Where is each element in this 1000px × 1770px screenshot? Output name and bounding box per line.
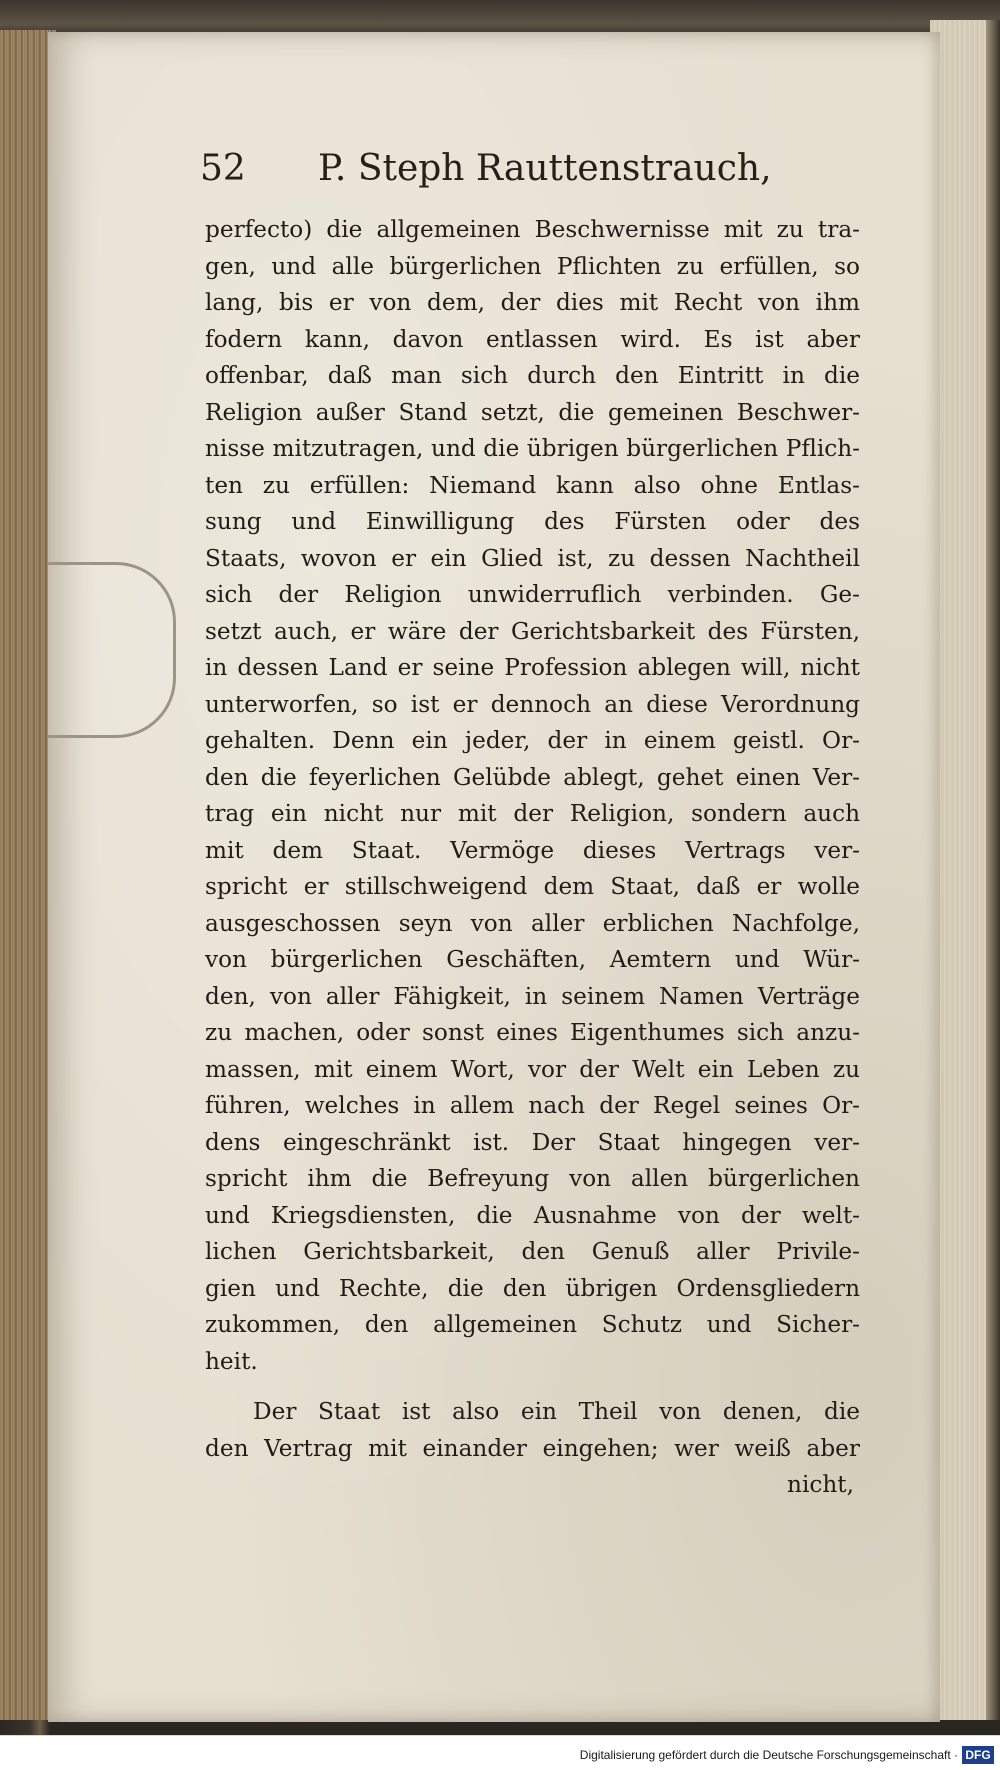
text-line: nisse mitzutragen, und die übrigen bürgerlichen Pflich-: [205, 435, 860, 462]
text-line: gen, und alle bürgerlichen Pflichten zu erfüllen, so: [205, 252, 860, 280]
text-line: den, von aller Fähigkeit, in seinem Namen Verträge: [205, 982, 860, 1010]
book-right-page-stack: [930, 20, 1000, 1720]
text-line: gehalten. Denn ein jeder, der in einem geistl. Or-: [205, 727, 860, 754]
text-line: fodern kann, davon entlassen wird. Es ist aber: [205, 325, 860, 353]
text-line: Religion außer Stand setzt, die gemeinen Beschwer-: [205, 398, 860, 426]
text-line: sung und Einwilligung des Fürsten oder des: [205, 508, 860, 535]
footer-bar: [0, 1735, 1000, 1770]
page-number: 52: [200, 148, 246, 189]
text-line: Staats, wovon er ein Glied ist, zu dessen Nachtheil: [205, 544, 860, 572]
body-text: [205, 212, 860, 1504]
text-line: lichen Gerichtsbarkeit, den Genuß aller Privile-: [205, 1238, 860, 1265]
page-holder-clip: [48, 562, 176, 738]
page-header: [200, 148, 800, 189]
text-line: ausgeschossen seyn von aller erblichen Nachfolge,: [205, 909, 860, 937]
running-title: P. Steph Rauttenstrauch,: [318, 148, 772, 189]
text-line: setzt auch, er wäre der Gerichtsbarkeit des Fürsten,: [205, 617, 860, 645]
text-line: ten zu erfüllen: Niemand kann also ohne Entlas-: [205, 471, 860, 499]
text-line: offenbar, daß man sich durch den Eintritt in die: [205, 362, 860, 389]
text-line: dens eingeschränkt ist. Der Staat hingegen ver-: [205, 1128, 860, 1156]
text-line: massen, mit einem Wort, vor der Welt ein Leben zu: [205, 1055, 860, 1083]
text-line: mit dem Staat. Vermöge dieses Vertrags ver-: [205, 836, 860, 864]
catchword: nicht,: [787, 1471, 854, 1498]
text-line: spricht ihm die Befreyung von allen bürgerlichen: [205, 1165, 860, 1192]
text-line: spricht er stillschweigend dem Staat, daß er wolle: [205, 873, 860, 900]
text-line: heit.: [205, 1347, 258, 1375]
text-line: zu machen, oder sonst eines Eigenthumes sich anzu-: [205, 1019, 860, 1046]
text-line: gien und Rechte, die den übrigen Ordensgliedern: [205, 1274, 860, 1302]
text-line: unterworfen, so ist er dennoch an diese Verordnung: [205, 690, 860, 718]
text-line: und Kriegsdiensten, die Ausnahme von der welt-: [205, 1201, 860, 1229]
paragraph-gap: [205, 1380, 860, 1394]
text-line: perfecto) die allgemeinen Beschwernisse mit zu tra-: [205, 216, 860, 243]
dfg-logo-icon: DFG: [962, 1746, 994, 1764]
text-line: sich der Religion unwiderruflich verbinden. Ge-: [205, 581, 860, 608]
text-line: Der Staat ist also ein Theil von denen, die: [253, 1398, 860, 1425]
text-line: trag ein nicht nur mit der Religion, sondern auch: [205, 800, 860, 827]
text-line: zukommen, den allgemeinen Schutz und Sicher-: [205, 1311, 860, 1338]
text-line: von bürgerlichen Geschäften, Aemtern und Wür-: [205, 946, 860, 973]
text-line: den die feyerlichen Gelübde ablegt, gehet einen Ver-: [205, 763, 860, 791]
text-line: den Vertrag mit einander eingehen; wer weiß aber: [205, 1434, 860, 1462]
text-line: lang, bis er von dem, der dies mit Recht von ihm: [205, 289, 860, 316]
text-line: führen, welches in allem nach der Regel seines Or-: [205, 1092, 860, 1119]
text-line: in dessen Land er seine Profession ablegen will, nicht: [205, 654, 860, 681]
funding-credit: Digitalisierung gefördert durch die Deutsche Forschungsgemeinschaft ·: [579, 1748, 958, 1762]
